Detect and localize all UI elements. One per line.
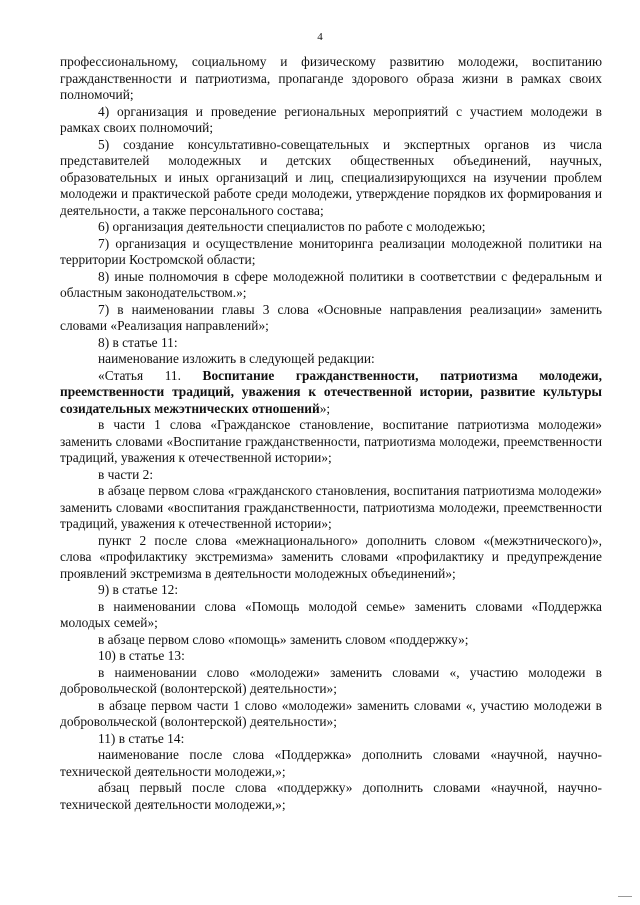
paragraph: в абзаце первом слова «гражданского становления, воспитания патриотизма молодежи» заменить словами «воспитания гражданственности, патриотизма молодежи, преемственности традиций, уважения к отечественной истории»; (60, 483, 602, 531)
paragraph: наименование после слова «Поддержка» дополнить словами «научной, научно-технической деятельности молодежи,»; (60, 747, 602, 779)
page-number: 4 (317, 31, 323, 43)
scan-edge-mark (618, 896, 632, 901)
paragraph: 7) организация и осуществление мониторинга реализации молодежной политики на территории Костромской области; (60, 235, 602, 267)
paragraph: в наименовании слова «Помощь молодой семье» заменить словами «Поддержка молодых семей»; (60, 598, 602, 630)
paragraph: профессиональному, социальному и физическому развитию молодежи, воспитанию гражданственности и патриотизма, пропаганде здорового образа жизни в рамках своих полномочий; (60, 54, 602, 102)
paragraph: 5) создание консультативно-совещательных и экспертных органов из числа представителей молодежных и детских общественных объединений, научных, образовательных и иных организаций и лиц, специализирующихся на изучении проблем молодежи и практической работе среди молодежи, утверждение порядков их формирования и деятельности, а также персонального состава; (60, 136, 602, 218)
article-title-prefix: «Статья 11. (98, 367, 203, 383)
paragraph: пункт 2 после слова «межнационального» дополнить словом «(межэтнического)», слова «профилактику экстремизма» заменить словами «профилактику и предупреждение проявлений экстремизма в деятельности молодежных объединений»; (60, 532, 602, 581)
paragraph: 9) в статье 12: (98, 582, 179, 597)
paragraph: наименование изложить в следующей редакции: (98, 351, 375, 366)
paragraph: в части 2: (98, 466, 154, 482)
paragraph: 11) в статье 14: (98, 730, 185, 746)
paragraph: абзац первый после слова «поддержку» дополнить словами «научной, научно-технической деятельности молодежи,»; (60, 780, 602, 812)
article-title-suffix: »; (319, 400, 331, 416)
paragraph: 7) в наименовании главы 3 слова «Основные направления реализации» заменить словами «Реализация направлений»; (60, 301, 602, 333)
paragraph: 8) иные полномочия в сфере молодежной политики в соответствии с федеральным и областным законодательством.»; (60, 268, 602, 300)
paragraph: 8) в статье 11: (98, 334, 178, 350)
paragraph: 6) организация деятельности специалистов по работе с молодежью; (98, 219, 486, 234)
paragraph: 4) организация и проведение региональных мероприятий с участием молодежи в рамках своих полномочий; (60, 103, 602, 135)
paragraph: в абзаце первом части 1 слово «молодежи» заменить словами «, участию молодежи в добровольческой (волонтерской) деятельности»; (60, 697, 602, 729)
paragraph: в наименовании слово «молодежи» заменить словами «, участию молодежи в добровольческой (волонтерской) деятельности»; (60, 664, 602, 696)
article-title-bold: Воспитание гражданственности, патриотизма молодежи, преемственности традиций, уважения к отечественной истории, развитие культуры созидательных межэтнических отношений (60, 367, 602, 416)
paragraph: 10) в статье 13: (98, 648, 185, 663)
paragraph: в части 1 слова «Гражданское становление, воспитание патриотизма молодежи» заменить словами «Воспитание гражданственности, патриотизма молодежи, преемственности традиций, уважения к отечественной истории»; (60, 417, 602, 465)
paragraph: в абзаце первом слово «помощь» заменить словом «поддержку»; (98, 631, 469, 647)
article-title-paragraph (60, 368, 602, 418)
document-body (60, 54, 602, 813)
